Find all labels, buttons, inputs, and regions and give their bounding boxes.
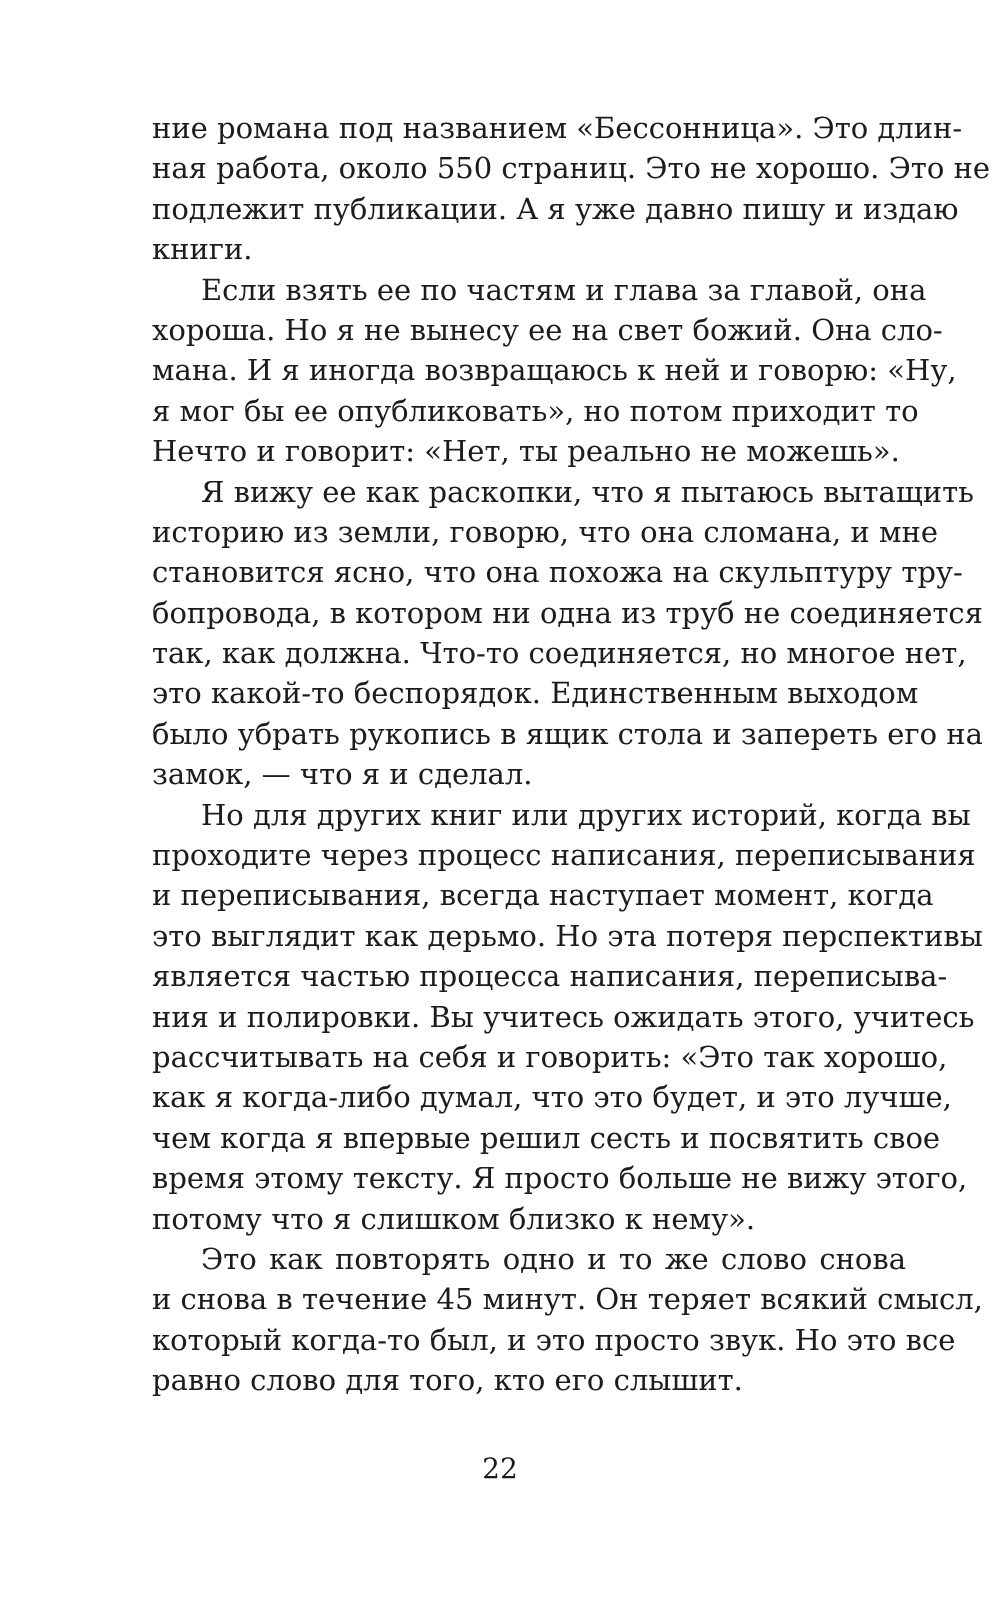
page-number: 22 — [482, 1452, 518, 1485]
text-line: Это как повторять одно и то же слово снова — [201, 1241, 906, 1276]
text-line: и переписывания, всегда наступает момент, когда — [152, 878, 934, 913]
text-line: Нечто и говорит: «Нет, ты реально не можешь». — [152, 434, 900, 469]
text-line: ние романа под названием «Бессонница». Это длин- — [152, 111, 963, 145]
text-line: я мог бы ее опубликовать», но потом приходит то — [152, 393, 919, 428]
text-line: время этому тексту. Я просто больше не вижу этого, — [152, 1161, 968, 1196]
paragraph-5 — [152, 1239, 983, 1401]
text-line: Но для других книг или других историй, когда вы — [201, 797, 971, 832]
text-line: книги. — [152, 232, 253, 267]
text-line: становится ясно, что она похожа на скульптуру тру- — [152, 555, 963, 590]
text-line: хороша. Но я не вынесу ее на свет божий. Она сло- — [152, 312, 943, 347]
text-line: является частью процесса написания, переписыва- — [152, 959, 948, 994]
paragraph-1 — [152, 108, 990, 270]
text-line: который когда-то был, и это просто звук. Но это все — [152, 1322, 956, 1357]
text-line: так, как должна. Что-то соединяется, но многое нет, — [152, 636, 967, 671]
text-line: рассчитывать на себя и говорить: «Это так хорошо, — [152, 1039, 948, 1074]
text-line: как я когда-либо думал, что это будет, и это лучше, — [152, 1080, 952, 1115]
text-line: мана. И я иногда возвращаюсь к ней и говорю: «Ну, — [152, 353, 957, 388]
paragraph-2 — [152, 270, 957, 472]
text-line: ная работа, около 550 страниц. Это не хорошо. Это не — [152, 151, 990, 186]
body-text — [152, 108, 990, 1401]
text-line: потому что я слишком близко к нему». — [152, 1201, 756, 1236]
text-line: было убрать рукопись в ящик стола и запереть его на — [152, 716, 983, 751]
text-line: это выглядит как дерьмо. Но эта потеря перспективы — [152, 918, 983, 953]
text-line: это какой-то беспорядок. Единственным выходом — [152, 676, 919, 711]
text-line: Я вижу ее как раскопки, что я пытаюсь вытащить — [201, 474, 974, 509]
text-line: Если взять ее по частям и глава за главой, она — [201, 272, 927, 307]
text-line: историю из земли, говорю, что она сломана, и мне — [152, 514, 939, 549]
text-line: подлежит публикации. А я уже давно пишу и издаю — [152, 191, 959, 226]
paragraph-4 — [152, 795, 983, 1239]
text-line: и снова в течение 45 минут. Он теряет всякий смысл, — [152, 1282, 983, 1317]
text-line: проходите через процесс написания, переписывания — [152, 838, 976, 873]
paragraph-3 — [152, 472, 983, 795]
text-line: бопровода, в котором ни одна из труб не соединяется — [152, 595, 983, 630]
text-line: замок, — что я и сделал. — [152, 757, 533, 792]
text-line: ния и полировки. Вы учитесь ожидать этого, учитесь — [152, 999, 975, 1034]
text-line: равно слово для того, кто его слышит. — [152, 1363, 743, 1398]
text-line: чем когда я впервые решил сесть и посвятить свое — [152, 1120, 941, 1155]
